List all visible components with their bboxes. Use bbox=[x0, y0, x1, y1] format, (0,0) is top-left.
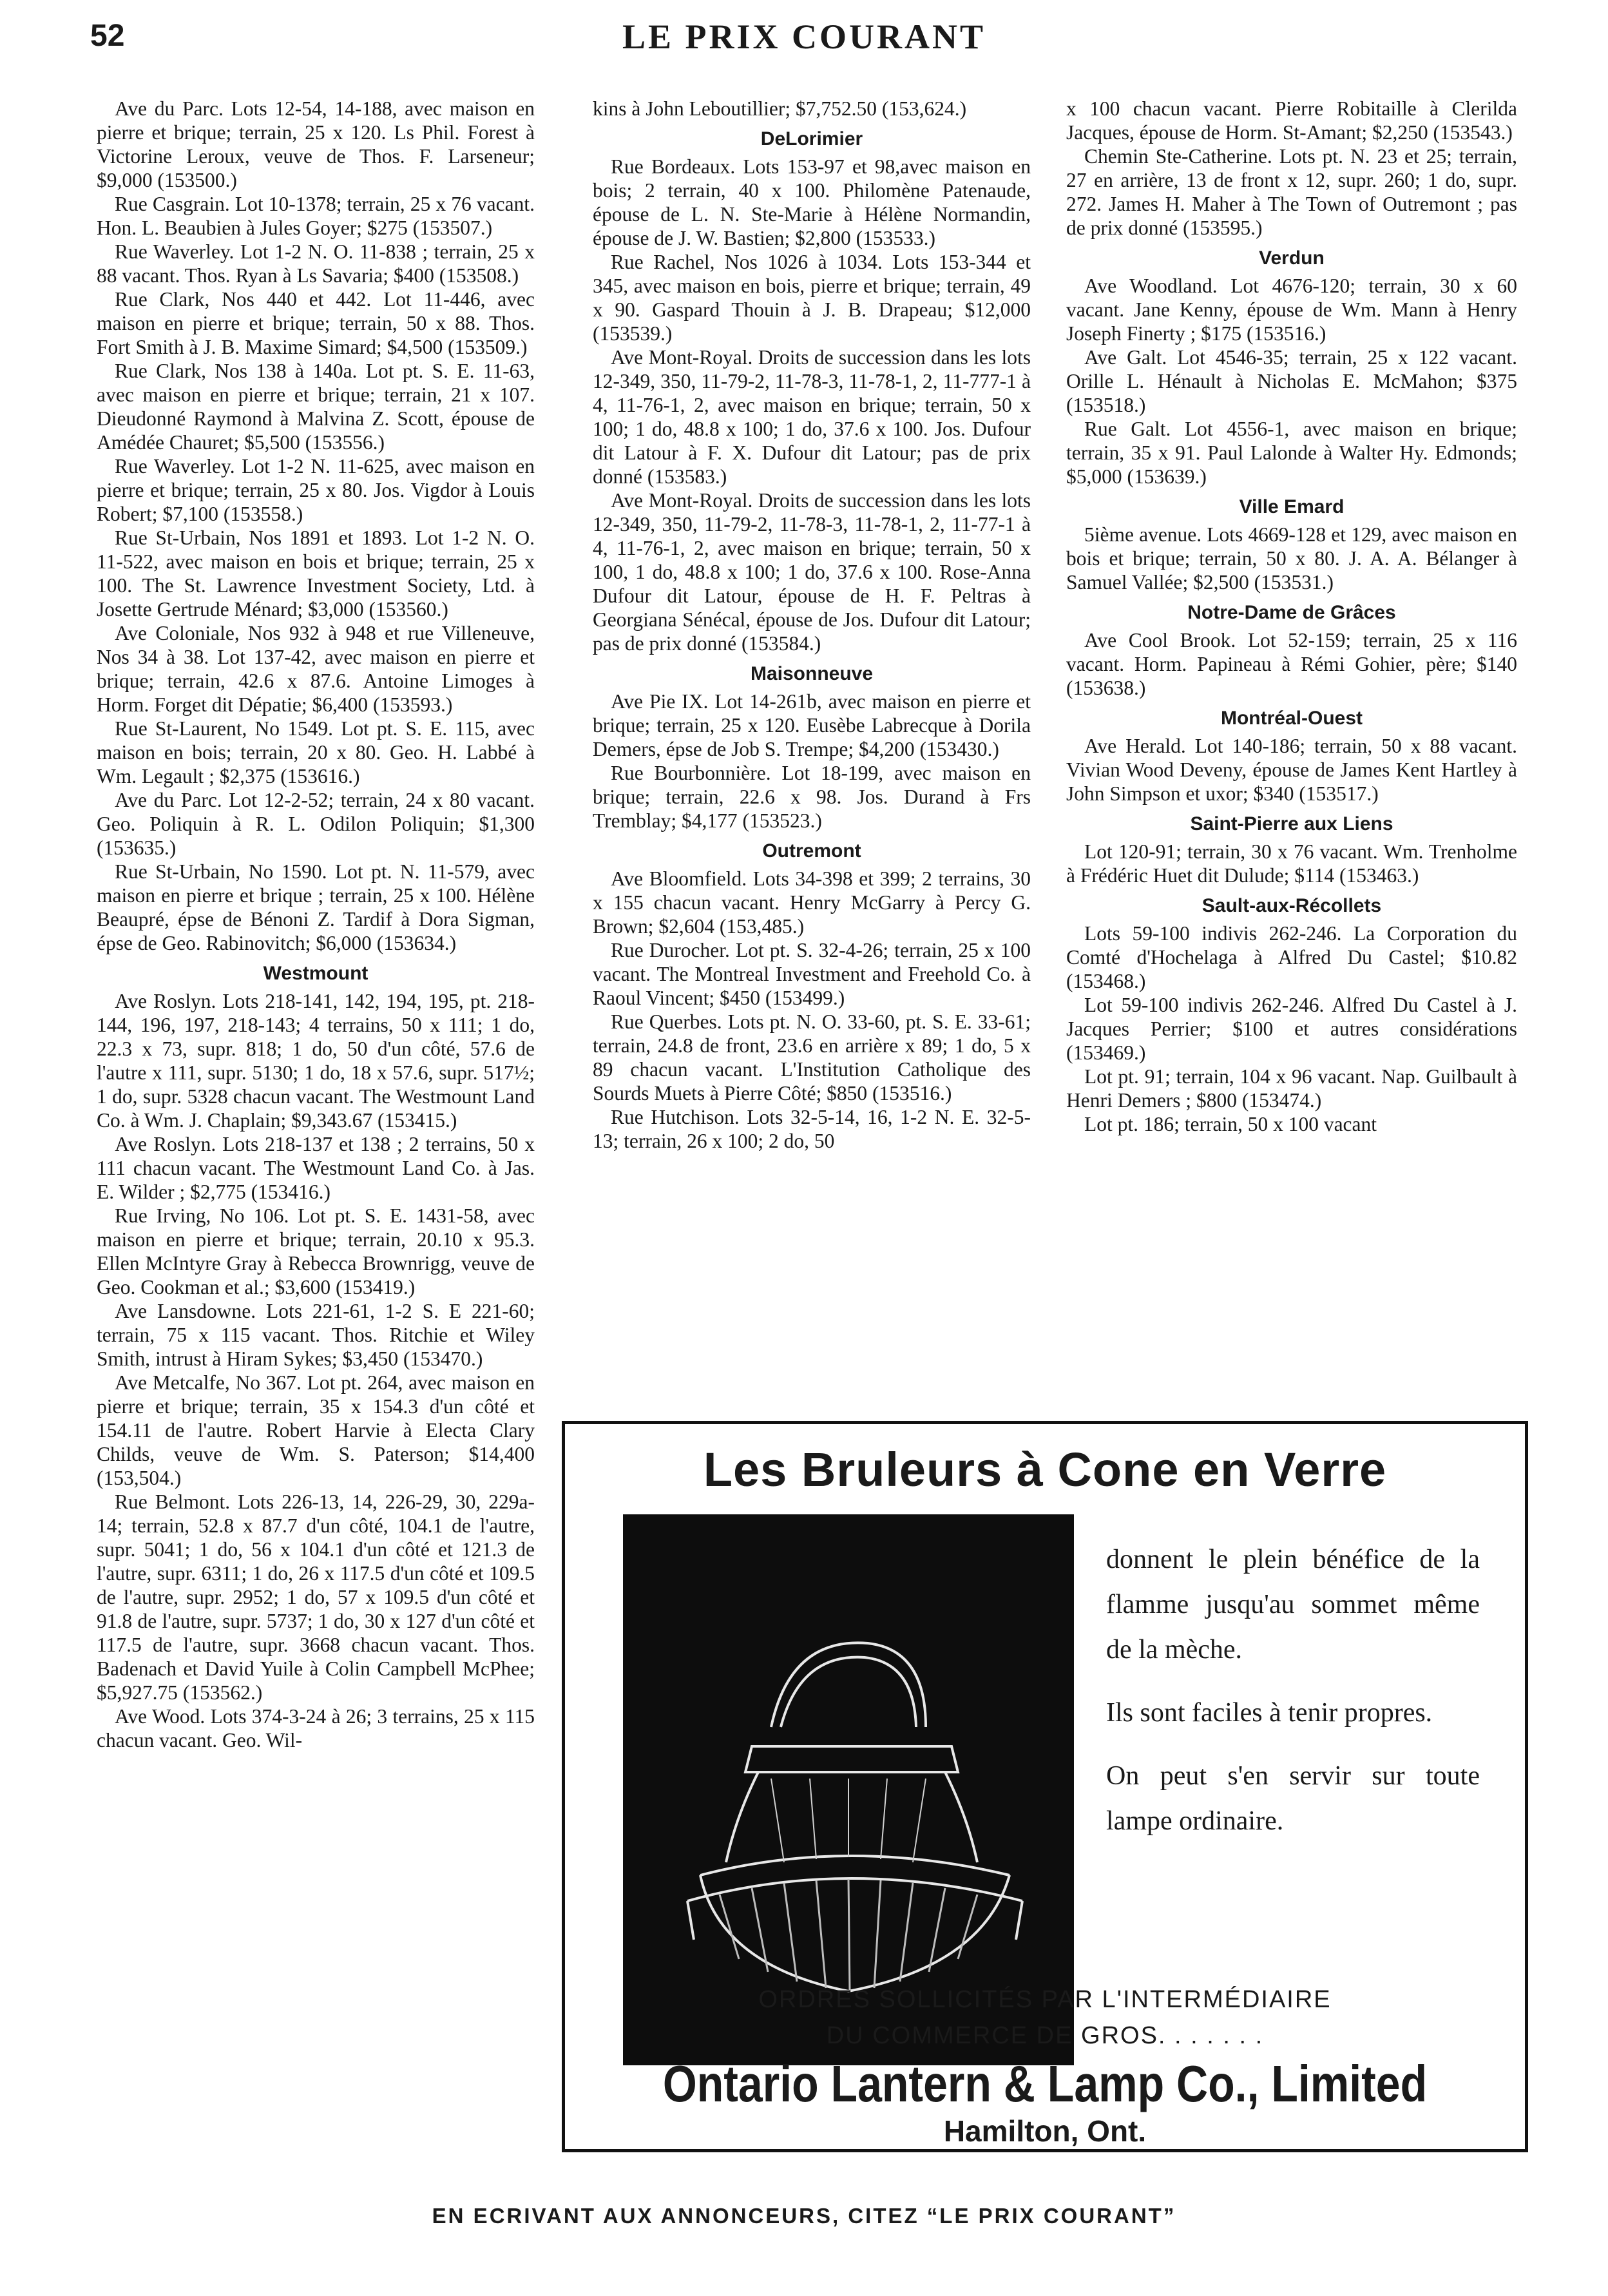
listing-entry: Rue Querbes. Lots pt. N. O. 33-60, pt. S. E. 33-61; terrain, 24.8 de front, 23.6 en arrière x 89; 1 do, 5 x 89 chacun vacant. L'Institution Catholique des Sourds Muets à Pierre Côté; $850 (153516.) bbox=[593, 1010, 1031, 1105]
listing-entry: Ave Wood. Lots 374-3-24 à 26; 3 terrains, 25 x 115 chacun vacant. Geo. Wil- bbox=[97, 1705, 535, 1751]
page-footer: EN ECRIVANT AUX ANNONCEURS, CITEZ “LE PRIX COURANT” bbox=[432, 2204, 1176, 2228]
listing-entry: Rue Bourbonnière. Lot 18-199, avec maison en brique; terrain, 22.6 x 98. Jos. Durand à Frs Tremblay; $4,177 (153523.) bbox=[593, 762, 1031, 832]
listing-entry: Rue Waverley. Lot 1-2 N. O. 11-838 ; terrain, 25 x 88 vacant. Thos. Ryan à Ls Savaria; $400 (153508.) bbox=[97, 240, 535, 287]
listing-entry: Rue Hutchison. Lots 32-5-14, 16, 1-2 N. E. 32-5-13; terrain, 26 x 100; 2 do, 50 bbox=[593, 1106, 1031, 1152]
listing-entry: Rue St-Urbain, Nos 1891 et 1893. Lot 1-2 N. O. 11-522, avec maison en bois et brique; terrain, 25 x 100. The St. Lawrence Investment Society, Ltd. à Josette Gertrude Ménard; $3,000 (153560.) bbox=[97, 526, 535, 621]
section-heading: Maisonneuve bbox=[750, 663, 874, 684]
section-heading: Sault-aux-Récollets bbox=[1201, 895, 1382, 916]
ad-order-line: ORDRES SOLLICITÉS PAR L'INTERMÉDIAIRE bbox=[758, 1986, 1332, 2013]
listing-entry: Lot 120-91; terrain, 30 x 76 vacant. Wm. Trenholme à Frédéric Huet dit Dulude; $114 (153463.) bbox=[1066, 840, 1517, 887]
page-header bbox=[0, 0, 1608, 97]
ad-copy-paragraph: Ils sont faciles à tenir propres. bbox=[1106, 1698, 1433, 1728]
listing-entry: Ave Bloomfield. Lots 34-398 et 399; 2 terrains, 30 x 155 chacun vacant. Henry McGarry à Percy G. Brown; $2,604 (153,485.) bbox=[593, 867, 1031, 938]
listing-entry: Rue St-Urbain, No 1590. Lot pt. N. 11-579, avec maison en pierre et brique ; terrain, 25 x 100. Hélène Beaupré, épse de Bénoni Z. Tardif à Dora Sigman, épse de Geo. Rabinovitch; $6,000 (153634.) bbox=[97, 860, 535, 954]
ad-copy-paragraph: On peut s'en servir sur toute lampe ordinaire. bbox=[1106, 1761, 1480, 1836]
listing-entry: Rue Belmont. Lots 226-13, 14, 226-29, 30, 229a-14; terrain, 52.8 x 87.7 d'un côté, 104.1 de l'autre, supr. 5041; 1 do, 56 x 104.1 d'un côté et 121.3 de l'autre, supr. 6311; 1 do, 26 x 117.5 d'un côté et 109.5 de l'autre, supr. 2952; 1 do, 57 x 109.5 d'un côté et 91.8 de l'autre, supr. 5737; 1 do, 30 x 127 d'un côté et 117.5 de l'autre, supr. 3668 chacun vacant. Thos. Badenach et David Yuile à Colin Campbell McPhee; $5,927.75 (153562.) bbox=[97, 1490, 535, 1704]
column-1 bbox=[97, 97, 535, 1752]
page-title: LE PRIX COURANT bbox=[622, 17, 986, 56]
listing-entry: Rue Clark, Nos 138 à 140a. Lot pt. S. E. 11-63, avec maison en pierre et brique; terrain, 21 x 107. Dieudonné Raymond à Malvina Z. Scott, épouse de Amédée Chauret; $5,500 (153556.) bbox=[97, 360, 535, 454]
page-number: 52 bbox=[90, 19, 125, 53]
column-3 bbox=[1066, 97, 1517, 1136]
listing-entry: Rue Waverley. Lot 1-2 N. 11-625, avec maison en pierre et brique; terrain, 25 x 80. Jos. Vigdor à Louis Robert; $7,100 (153558.) bbox=[97, 455, 535, 525]
ad-company-city: Hamilton, Ont. bbox=[943, 2114, 1147, 2148]
listing-entry: Rue Galt. Lot 4556-1, avec maison en brique; terrain, 35 x 91. Paul Lalonde à Walter Hy. Edmonds; $5,000 (153639.) bbox=[1066, 418, 1517, 488]
listing-entry: Ave Roslyn. Lots 218-137 et 138 ; 2 terrains, 50 x 111 chacun vacant. The Westmount Land Co. à Jas. E. Wilder ; $2,775 (153416.) bbox=[97, 1133, 535, 1203]
section-heading: Montréal-Ouest bbox=[1220, 708, 1363, 729]
listing-entry: Rue Rachel, Nos 1026 à 1034. Lots 153-344 et 345, avec maison en bois, pierre et brique; terrain, 49 x 90. Gaspard Thouin à J. B. Drapeau; $12,000 (153539.) bbox=[593, 251, 1031, 345]
section-heading: DeLorimier bbox=[760, 128, 863, 150]
listing-entry: Rue Durocher. Lot pt. S. 32-4-26; terrain, 25 x 100 vacant. The Montreal Investment and Freehold Co. à Raoul Vincent; $450 (153499.) bbox=[593, 939, 1031, 1009]
ad-order-line: DU COMMERCE DE GROS. . . . . . . bbox=[826, 2022, 1264, 2049]
listing-entry: Ave Woodland. Lot 4676-120; terrain, 30 x 60 vacant. Jane Kenny, épouse de Wm. Mann à Henry Joseph Finerty ; $175 (153516.) bbox=[1066, 275, 1517, 345]
listing-entry: Rue Bordeaux. Lots 153-97 et 98,avec maison en bois; 2 terrain, 40 x 100. Philomène Patenaude, épouse de L. N. Ste-Marie à Hélène Normandin, épouse de J. W. Bastien; $2,800 (153533.) bbox=[593, 155, 1031, 249]
listing-entry: Lots 59-100 indivis 262-246. La Corporation du Comté d'Hochelaga à Alfred Du Castel; $10.82 (153468.) bbox=[1066, 922, 1517, 992]
listing-entry: Ave Metcalfe, No 367. Lot pt. 264, avec maison en pierre et brique; terrain, 35 x 154.3 d'un côté et 154.11 de l'autre. Robert Harvie à Electa Clary Childs, veuve de Wm. S. Paterson; $14,400 (153,504.) bbox=[97, 1371, 535, 1489]
listing-entry: Ave Galt. Lot 4546-35; terrain, 25 x 122 vacant. Orille L. Hénault à Nicholas E. McMahon; $375 (153518.) bbox=[1066, 346, 1517, 416]
listing-entry: Ave Pie IX. Lot 14-261b, avec maison en pierre et brique; terrain, 25 x 120. Eusèbe Labrecque à Dorila Demers, épse de Job S. Trempe; $4,200 (153430.) bbox=[593, 690, 1031, 760]
listing-entry: Ave Herald. Lot 140-186; terrain, 50 x 88 vacant. Vivian Wood Deveny, épouse de James Kent Hartley à John Simpson et uxor; $340 (153517.) bbox=[1066, 735, 1517, 805]
ad-copy bbox=[1106, 1537, 1480, 1862]
listing-entry: Ave Coloniale, Nos 932 à 948 et rue Villeneuve, Nos 34 à 38. Lot 137-42, avec maison en pierre et brique; terrain, 42.6 x 87.6. Antoine Limoges à Horm. Forget dit Dépatie; $6,400 (153593.) bbox=[97, 622, 535, 716]
listing-entry: kins à John Leboutillier; $7,752.50 (153,624.) bbox=[593, 97, 967, 120]
advertisement bbox=[562, 1421, 1528, 2152]
listing-entry: Ave Cool Brook. Lot 52-159; terrain, 25 x 116 vacant. Horm. Papineau à Rémi Gohier, père; $140 (153638.) bbox=[1066, 629, 1517, 699]
listing-entry: Lot pt. 91; terrain, 104 x 96 vacant. Nap. Guilbault à Henri Demers ; $800 (153474.) bbox=[1066, 1065, 1517, 1112]
listing-entry: Rue Irving, No 106. Lot pt. S. E. 1431-58, avec maison en pierre et brique; terrain, 20.10 x 95.3. Ellen McIntyre Gray à Rebecca Brownrigg, veuve de Geo. Cookman et al.; $3,600 (153419.) bbox=[97, 1204, 535, 1298]
listing-entry: Rue Clark, Nos 440 et 442. Lot 11-446, avec maison en pierre et brique; terrain, 50 x 88. Thos. Fort Smith à J. B. Maxime Simard; $4,500 (153509.) bbox=[97, 288, 535, 358]
column-2 bbox=[593, 97, 1031, 1153]
section-heading: Verdun bbox=[1259, 247, 1325, 269]
listing-entry: Lot 59-100 indivis 262-246. Alfred Du Castel à J. Jacques Perrier; $100 et autres considérations (153469.) bbox=[1066, 994, 1517, 1064]
listing-entry: Ave Mont-Royal. Droits de succession dans les lots 12-349, 350, 11-79-2, 11-78-3, 11-78-1, 2, 11-777-1 à 4, 11-76-1, 2, avec maison en brique; terrain, 50 x 100; 1 do, 48.8 x 100; 1 do, 37.6 x 100. Jos. Dufour dit Latour à F. X. Dufour dit Latour; pas de prix donné (153583.) bbox=[593, 346, 1031, 488]
listing-entry: Ave du Parc. Lot 12-2-52; terrain, 24 x 80 vacant. Geo. Poliquin à R. L. Odilon Poliquin; $1,300 (153635.) bbox=[97, 789, 535, 859]
section-heading: Notre-Dame de Grâces bbox=[1187, 602, 1396, 623]
listing-entry: Ave Lansdowne. Lots 221-61, 1-2 S. E 221-60; terrain, 75 x 115 vacant. Thos. Ritchie et Wiley Smith, intrust à Hiram Sykes; $3,450 (153470.) bbox=[97, 1300, 535, 1370]
listing-entry: Rue St-Laurent, No 1549. Lot pt. S. E. 115, avec maison en bois; terrain, 20 x 80. Geo. H. Labbé à Wm. Legault ; $2,375 (153616.) bbox=[97, 717, 535, 787]
listing-entry: Rue Casgrain. Lot 10-1378; terrain, 25 x 76 vacant. Hon. L. Beaubien à Jules Goyer; $275 (153507.) bbox=[97, 193, 535, 239]
listing-entry: Chemin Ste-Catherine. Lots pt. N. 23 et 25; terrain, 27 en arrière, 13 de front x 12, supr. 260; 1 do, supr. 272. James H. Maher à The Town of Outremont ; pas de prix donné (153595.) bbox=[1066, 145, 1517, 239]
section-heading: Saint-Pierre aux Liens bbox=[1190, 813, 1393, 834]
listing-entry: Ave Mont-Royal. Droits de succession dans les lots 12-349, 350, 11-79-2, 11-78-3, 11-78-1, 2, 11-77-1 à 4, 11-76-1, 2, avec maison en brique; terrain, 50 x 100, 1 do, 48.8 x 100; 1 do, 37.6 x 100. Rose-Anna Dufour dit Latour, épouse de H. F. Peltras à Georgiana Sénécal, épouse de Jos. Dufour dit Latour; pas de prix donné (153584.) bbox=[593, 489, 1031, 655]
ad-title: Les Bruleurs à Cone en Verre bbox=[703, 1443, 1387, 1496]
listing-entry: Ave Roslyn. Lots 218-141, 142, 194, 195, pt. 218-144, 196, 197, 218-143; 4 terrains, 50 x 111; 1 do, 22.3 x 73, supr. 818; 1 do, 50 d'un côté, 57.6 de l'autre x 111, supr. 5130; 1 do, 18 x 57.6, supr. 517½; 1 do, supr. 5328 chacun vacant. The Westmount Land Co. à Wm. J. Chaplain; $9,343.67 (153415.) bbox=[97, 990, 535, 1132]
listing-entry: x 100 chacun vacant. Pierre Robitaille à Clerilda Jacques, épouse de Horm. St-Amant; $2,250 (153543.) bbox=[1066, 97, 1517, 144]
listing-entry: 5ième avenue. Lots 4669-128 et 129, avec maison en bois et brique; terrain, 50 x 80. J. A. A. Bélanger à Samuel Vallée; $2,500 (153531.) bbox=[1066, 523, 1517, 593]
section-heading: Westmount bbox=[263, 963, 368, 984]
section-heading: Outremont bbox=[762, 840, 861, 862]
section-heading: Ville Emard bbox=[1239, 496, 1345, 517]
ad-company-name: Ontario Lantern & Lamp Co., Limited bbox=[662, 2055, 1428, 2112]
listing-entry: Ave du Parc. Lots 12-54, 14-188, avec maison en pierre et brique; terrain, 25 x 120. Ls Phil. Forest à Victorine Leroux, veuve de Thos. F. Larseneur; $9,000 (153500.) bbox=[97, 97, 535, 191]
listing-entry: Lot pt. 186; terrain, 50 x 100 vacant bbox=[1084, 1113, 1377, 1135]
ad-copy-paragraph: donnent le plein bénéfice de la flamme jusqu'au sommet même de la mèche. bbox=[1106, 1545, 1480, 1664]
ad-order-note bbox=[565, 1982, 1525, 2054]
